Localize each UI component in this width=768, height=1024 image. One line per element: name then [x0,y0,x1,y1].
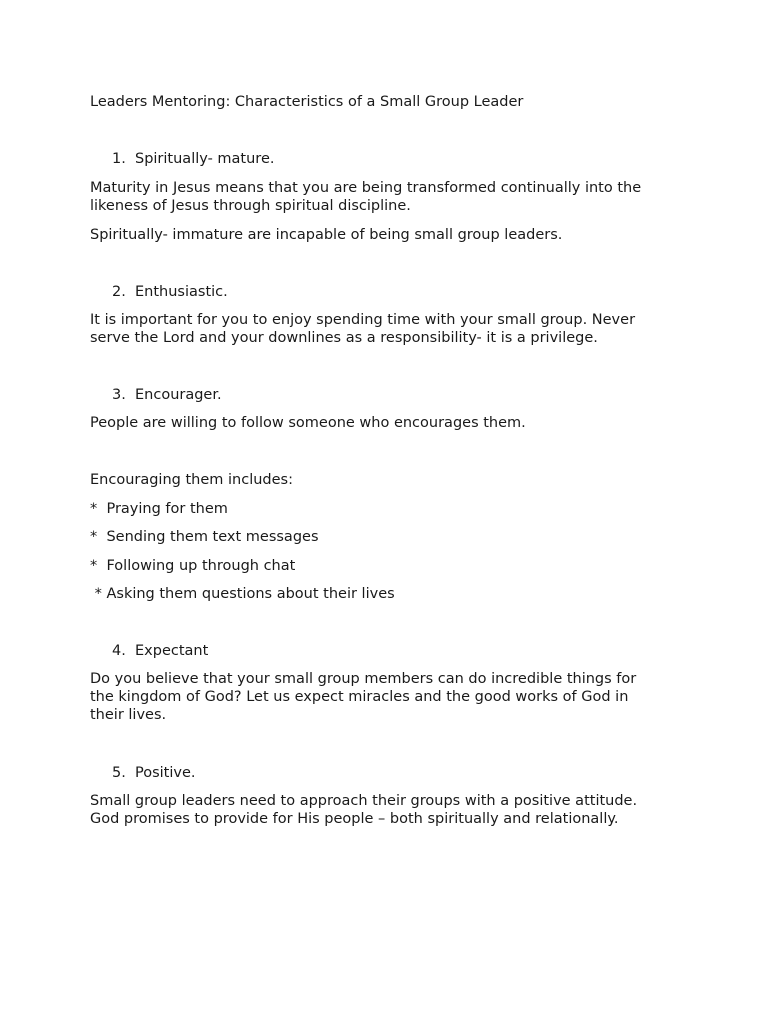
section-heading-text: Enthusiastic. [135,284,228,300]
paragraph [90,311,680,347]
list-intro: Encouraging them includes: [90,472,293,488]
list-item: * Following up through chat [90,558,296,574]
paragraph [90,670,680,724]
section-heading-text: Encourager. [135,387,222,403]
paragraph-line: likeness of Jesus through spiritual discipline. [90,198,411,214]
paragraph-line: Spiritually- immature are incapable of being small group leaders. [90,227,563,243]
section-heading-2 [112,283,228,301]
list-item: * Sending them text messages [90,529,319,545]
paragraph-line: their lives. [90,707,167,723]
section-heading-1 [112,150,274,168]
paragraph-line: Maturity in Jesus means that you are being transformed continually into the [90,180,642,196]
document-title: Leaders Mentoring: Characteristics of a Small Group Leader [90,94,524,110]
paragraph-line: the kingdom of God? Let us expect miracles and the good works of God in [90,689,629,705]
section-heading-text: Spiritually- mature. [135,151,275,167]
section-number: 1. [112,151,126,167]
section-heading-4 [112,642,208,660]
paragraph-line: serve the Lord and your downlines as a responsibility- it is a privilege. [90,330,598,346]
list-item: * Praying for them [90,501,228,517]
paragraph-line: Small group leaders need to approach their groups with a positive attitude. [90,793,638,809]
paragraph [90,414,680,432]
paragraph-line: Do you believe that your small group members can do incredible things for [90,671,637,687]
section-heading-text: Positive. [135,765,196,781]
section-number: 4. [112,643,126,659]
paragraph [90,792,680,828]
paragraph-line: People are willing to follow someone who encourages them. [90,415,526,431]
section-heading-3 [112,386,222,404]
section-number: 3. [112,387,126,403]
paragraph-line: God promises to provide for His people – both spiritually and relationally. [90,811,619,827]
list-item: * Asking them questions about their lives [90,586,395,602]
section-number: 5. [112,765,126,781]
paragraph [90,179,680,215]
paragraph-line: It is important for you to enjoy spending time with your small group. Never [90,312,636,328]
section-heading-text: Expectant [135,643,209,659]
section-number: 2. [112,284,126,300]
section-heading-5 [112,764,196,782]
paragraph [90,226,680,244]
